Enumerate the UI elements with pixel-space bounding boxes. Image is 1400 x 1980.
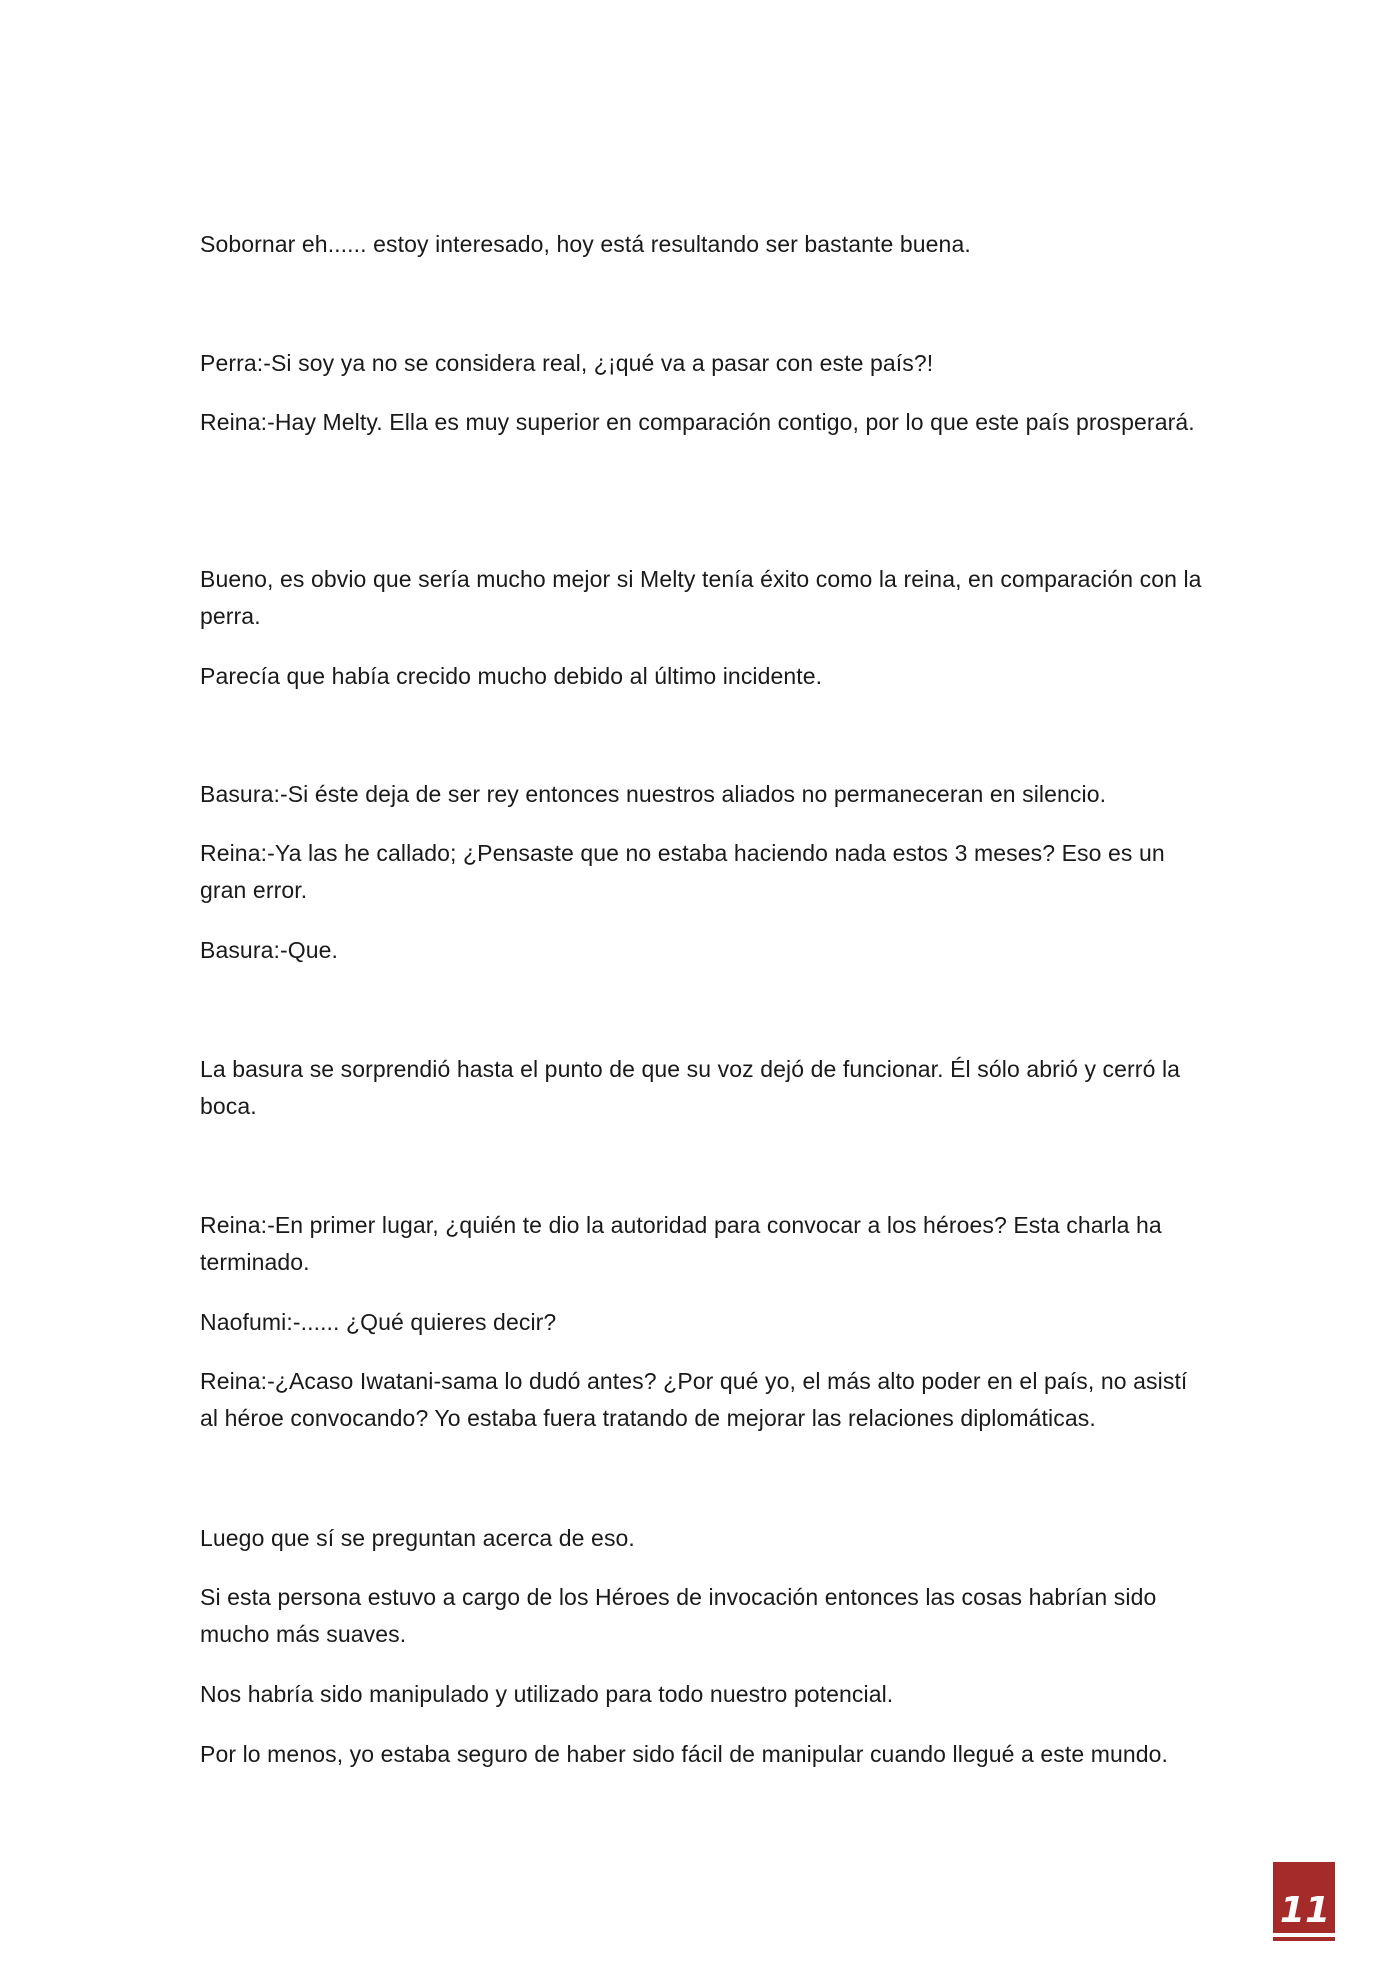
- paragraph-12: Reina:-¿Acaso Iwatani-sama lo dudó antes? ¿Por qué yo, el más alto poder en el país, no asistí al héroe convocando? Yo estaba fuera tratando de mejorar las relaciones diplomáticas.: [200, 1368, 1188, 1431]
- paragraph-1: Sobornar eh...... estoy interesado, hoy está resultando ser bastante buena.: [200, 231, 971, 257]
- paragraph-3: Reina:-Hay Melty. Ella es muy superior en comparación contigo, por lo que este país prosperará.: [200, 409, 1195, 435]
- page-number: 11: [1279, 1890, 1330, 1931]
- paragraph-13: Luego que sí se preguntan acerca de eso.: [200, 1525, 635, 1551]
- paragraph-4: Bueno, es obvio que sería mucho mejor si Melty tenía éxito como la reina, en comparación con la perra.: [200, 566, 1202, 629]
- paragraph-14: Si esta persona estuvo a cargo de los Héroes de invocación entonces las cosas habrían sido mucho más suaves.: [200, 1584, 1157, 1647]
- paragraph-8: Basura:-Que.: [200, 937, 338, 963]
- paragraph-10: Reina:-En primer lugar, ¿quién te dio la autoridad para convocar a los héroes? Esta charla ha terminado.: [200, 1212, 1162, 1275]
- paragraph-15: Nos habría sido manipulado y utilizado para todo nuestro potencial.: [200, 1681, 894, 1707]
- paragraph-5: Parecía que había crecido mucho debido al último incidente.: [200, 663, 823, 689]
- paragraph-6: Basura:-Si éste deja de ser rey entonces nuestros aliados no permaneceran en silencio.: [200, 781, 1107, 807]
- paragraph-16: Por lo menos, yo estaba seguro de haber sido fácil de manipular cuando llegué a este mundo.: [200, 1741, 1169, 1767]
- paragraph-11: Naofumi:-...... ¿Qué quieres decir?: [200, 1309, 557, 1335]
- page-number-badge: [1273, 1862, 1335, 1937]
- paragraph-7: Reina:-Ya las he callado; ¿Pensaste que no estaba haciendo nada estos 3 meses? Eso es un gran error.: [200, 840, 1165, 903]
- paragraph-9: La basura se sorprendió hasta el punto de que su voz dejó de funcionar. Él sólo abrió y cerró la boca.: [200, 1056, 1181, 1119]
- paragraph-2: Perra:-Si soy ya no se considera real, ¿¡qué va a pasar con este país?!: [200, 350, 934, 376]
